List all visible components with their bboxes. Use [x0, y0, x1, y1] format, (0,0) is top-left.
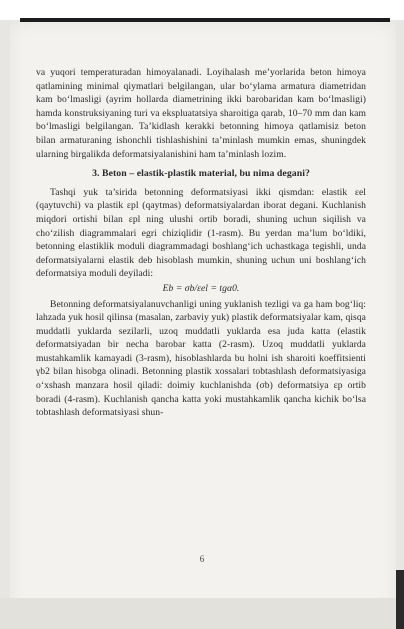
- bottom-margin: [0, 598, 404, 629]
- scan-edge: [396, 570, 404, 629]
- section-heading: 3. Beton – elastik-plastik material, bu nima degani?: [92, 168, 310, 180]
- top-margin: [0, 0, 404, 20]
- paragraph-1: va yuqori temperaturadan himoyalanadi. Loyihalash me’yorlarida beton himoya qatlamining minimal qiymatlari belgilangan, ular bo‘ylama armatura diametridan kam bo‘lmasligi (ayrim hollarda diametrining ikki barobaridan kam bo‘lmasligi) hamda konstruksiyaning turi va ekspluatatsiya sharoitiga qarab, 10–70 mm dan kam bo‘lmasligi belgilangan. Ta’kidlash kerakki betonning himoya qatlamisiz beton bilan armaturaning ishonchli tishlashishini ta’minlash mumkin emas, shuningdek ularning birgalikda deformatsiyalanishini ham ta’minlash lozim.: [36, 67, 366, 160]
- paragraph-3: Betonning deformatsiyalanuvchanligi uning yuklanish tezligi va ga ham bog‘liq: lahzada yuk hosil qilinsa (masalan, zarbaviy yuk) plastik deformatsiyalar kam, qisqa muddatli yuklarda sezilarli, uzoq muddatli yuklarda esa juda katta (elastik deformatsiyadan bir necha barobar katta (2-rasm). Uzoq muddatli yuklarda mustahkamlik kamayadi (3-rasm), hisoblashlarda bu holni ish sharoiti koeffitsienti γb2 bilan hisobga olinadi. Betonning plastik xossalari tobtashlash deformatsiyasiga o‘xshash manzara hosil qiladi: doimiy kuchlanishda (σb) deformatsiya εp ortib boradi (4-rasm). Kuchlanish qancha katta yoki mustahkamlik qancha kichik bo‘lsa tobtashlash deformatsiyasi shun-: [36, 298, 366, 419]
- paragraph-2: Tashqi yuk ta’sirida betonning deformatsiyasi ikki qismdan: elastik εel (qaytuvchi) va plastik εpl (qaytmas) deformatsiyalardan iborat degani. Kuchlanish miqdori ortishi bilan εpl ning ulushi ortib boradi, shuning uchun siqilish va cho‘zilish diagrammalari egri chiziqlidir (1-rasm). Bu yerdan ma’lum bo‘ldiki, betonning elastiklik moduli diagrammadagi boshlang‘ich uchastkaga tegishli, unda deformatsiyalarni elastik deb hisoblash mumkin, shuning uchun uni boshlang‘ich deformatsiya moduli deyiladi:: [36, 186, 366, 280]
- text-column: [36, 66, 366, 420]
- formula: Eb = σb/εel = tgα0.: [162, 282, 240, 294]
- page-number: 6: [199, 554, 205, 564]
